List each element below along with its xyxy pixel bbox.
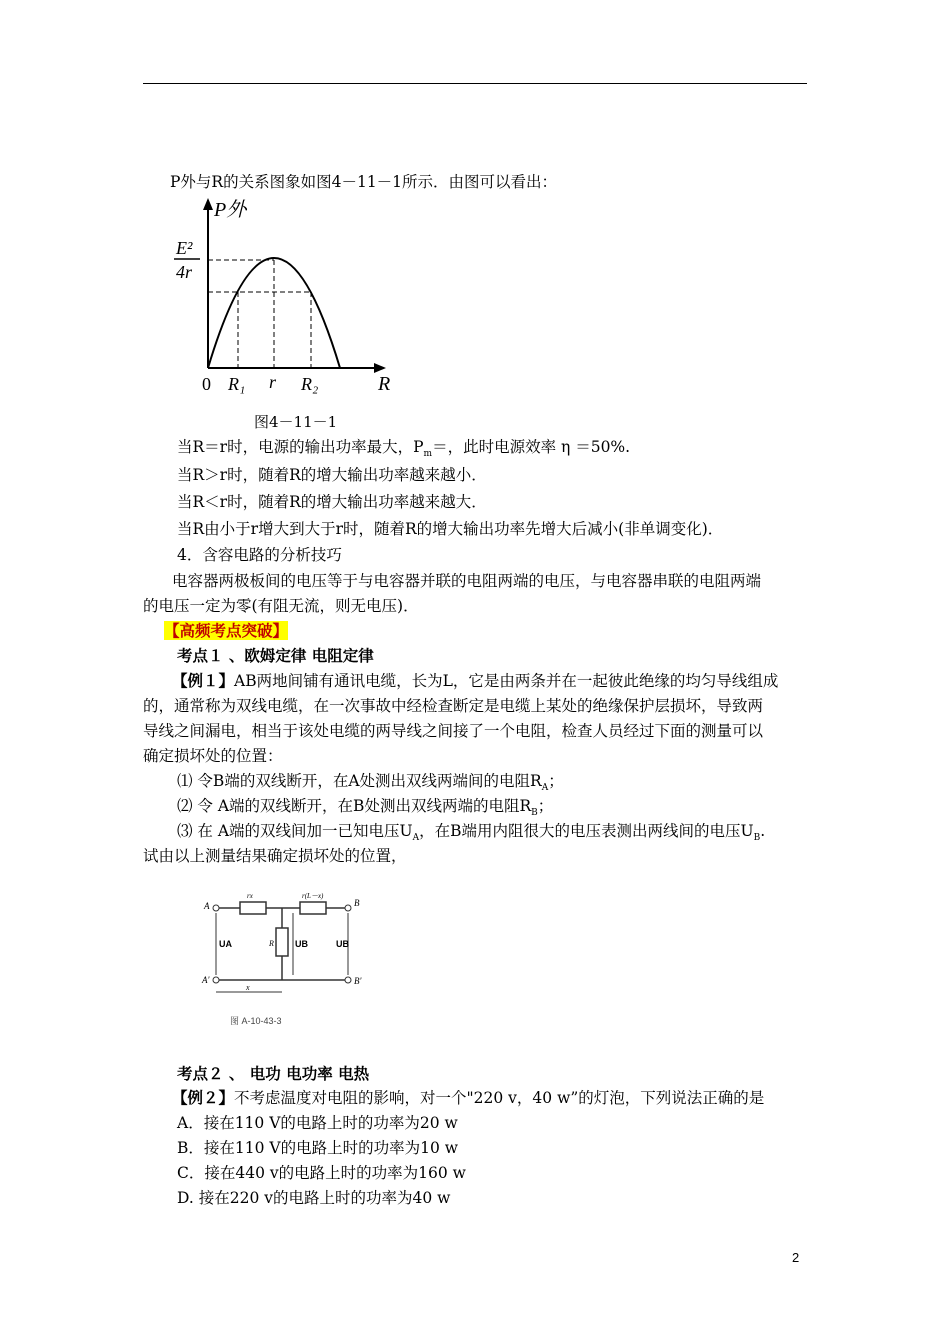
terminal-b [345,905,351,911]
x-axis-arrow [374,363,386,373]
section-4-body-2: 的电压一定为零(有阻无流，则无电压)． [143,597,419,615]
point-1: 当R＝r时，电源的输出功率最大，$P_m=$，此时电源效率 η ＝50%. [177,438,631,460]
example-1-line-2: 的，通常称为双线电缆，在一次事故中经检查断定是电缆上某处的绝缘保护层损坏，导致两 [143,697,764,715]
terminal-b-prime [345,977,351,983]
label-ub-right: UB [336,939,349,949]
example-1-question: 试由以上测量结果确定损坏处的位置， [143,847,407,865]
option-a: A．接在110 V的电路上时的功率为20 w [177,1114,458,1132]
example-2-stem: 【例２】不考虑温度对电阻的影响，对一个"220 v，40 w”的灯泡，下列说法正确的是 [172,1088,765,1107]
cable-circuit-figure [198,880,380,1032]
highlight-heading: 【高频考点突破】 [164,621,289,640]
r2-label: R₂ [301,374,319,394]
max-denominator: 4r [176,262,193,282]
example-1-line-1: 【例１】AB两地间铺有通讯电缆，长为L，它是由两条并在一起彼此绝缘的均匀导线组成 [172,671,779,690]
label-rlx: r(L－x) [302,892,324,900]
example-1-step-3: ⑶ 在 A端的双线间加一已知电压$U_A$，在B端用内阻很大的电压表测出两线间的电压$U_B$. [177,822,766,844]
example-1-line-3: 导线之间漏电，相当于该处电缆的两导线之间接了一个电阻，检查人员经过下面的测量可以 [143,722,764,740]
label-a: A [204,901,210,911]
y-axis-label: P外 [214,199,247,221]
origin-label: 0 [202,374,211,394]
label-b: B [354,898,360,908]
page-number: 2 [792,1250,800,1265]
keypoint-1-title: 考点１ 、欧姆定律 电阻定律 [177,646,374,665]
label-a-prime: A' [202,975,210,985]
r-label: r [269,372,277,392]
point-2: 当R＞r时，随着R的增大输出功率越来越小． [177,466,487,484]
label-r: R [269,939,274,948]
section-4-title: 4．含容电路的分析技巧 [177,546,342,564]
y-axis-arrow [203,198,213,210]
keypoint-2-title: 考点２ 、 电功 电功率 电热 [177,1064,370,1083]
resistor-r [276,928,288,956]
label-ua: UA [219,939,232,949]
r1-label: R₁ [228,374,246,394]
resistor-rlx [300,902,326,914]
label-x: x [246,983,250,992]
option-c: C．接在440 v的电路上时的功率为160 w [177,1164,466,1182]
point-3: 当R＜r时，随着R的增大输出功率越来越大． [177,493,487,511]
example-1-step-1: ⑴ 令B端的双线断开，在A处测出双线两端间的电阻$R_A$； [177,772,564,794]
x-axis-label: R [378,373,391,395]
example-1-line-4: 确定损坏处的位置： [143,747,283,765]
terminal-a-prime [213,977,219,983]
label-ub-mid: UB [295,939,308,949]
power-curve-graph [170,196,400,406]
option-d: D. 接在220 v的电路上时的功率为40 w [177,1189,451,1207]
terminal-a [213,905,219,911]
label-b-prime: B' [354,976,362,986]
point-4: 当R由小于r增大到大于r时，随着R的增大输出功率先增大后减小(非单调变化)． [177,520,724,538]
example-1-step-2: ⑵ 令 A端的双线断开，在B处测出双线两端的电阻$R_B$； [177,797,554,819]
intro-line: P外与R的关系图象如图4－11－1所示．由图可以看出： [170,173,558,191]
label-rx: rx [247,892,253,900]
resistor-rx [240,902,266,914]
section-4-body-1: 电容器两极板间的电压等于与电容器并联的电阻两端的电压，与电容器串联的电阻两端 [172,572,762,590]
max-numerator: E² [176,238,193,258]
option-b: B．接在110 V的电路上时的功率为10 w [177,1139,459,1157]
header-rule [143,83,807,84]
circuit-caption: 图 A-10-43-3 [230,1016,282,1026]
figure-caption: 图4－11－1 [254,413,338,431]
